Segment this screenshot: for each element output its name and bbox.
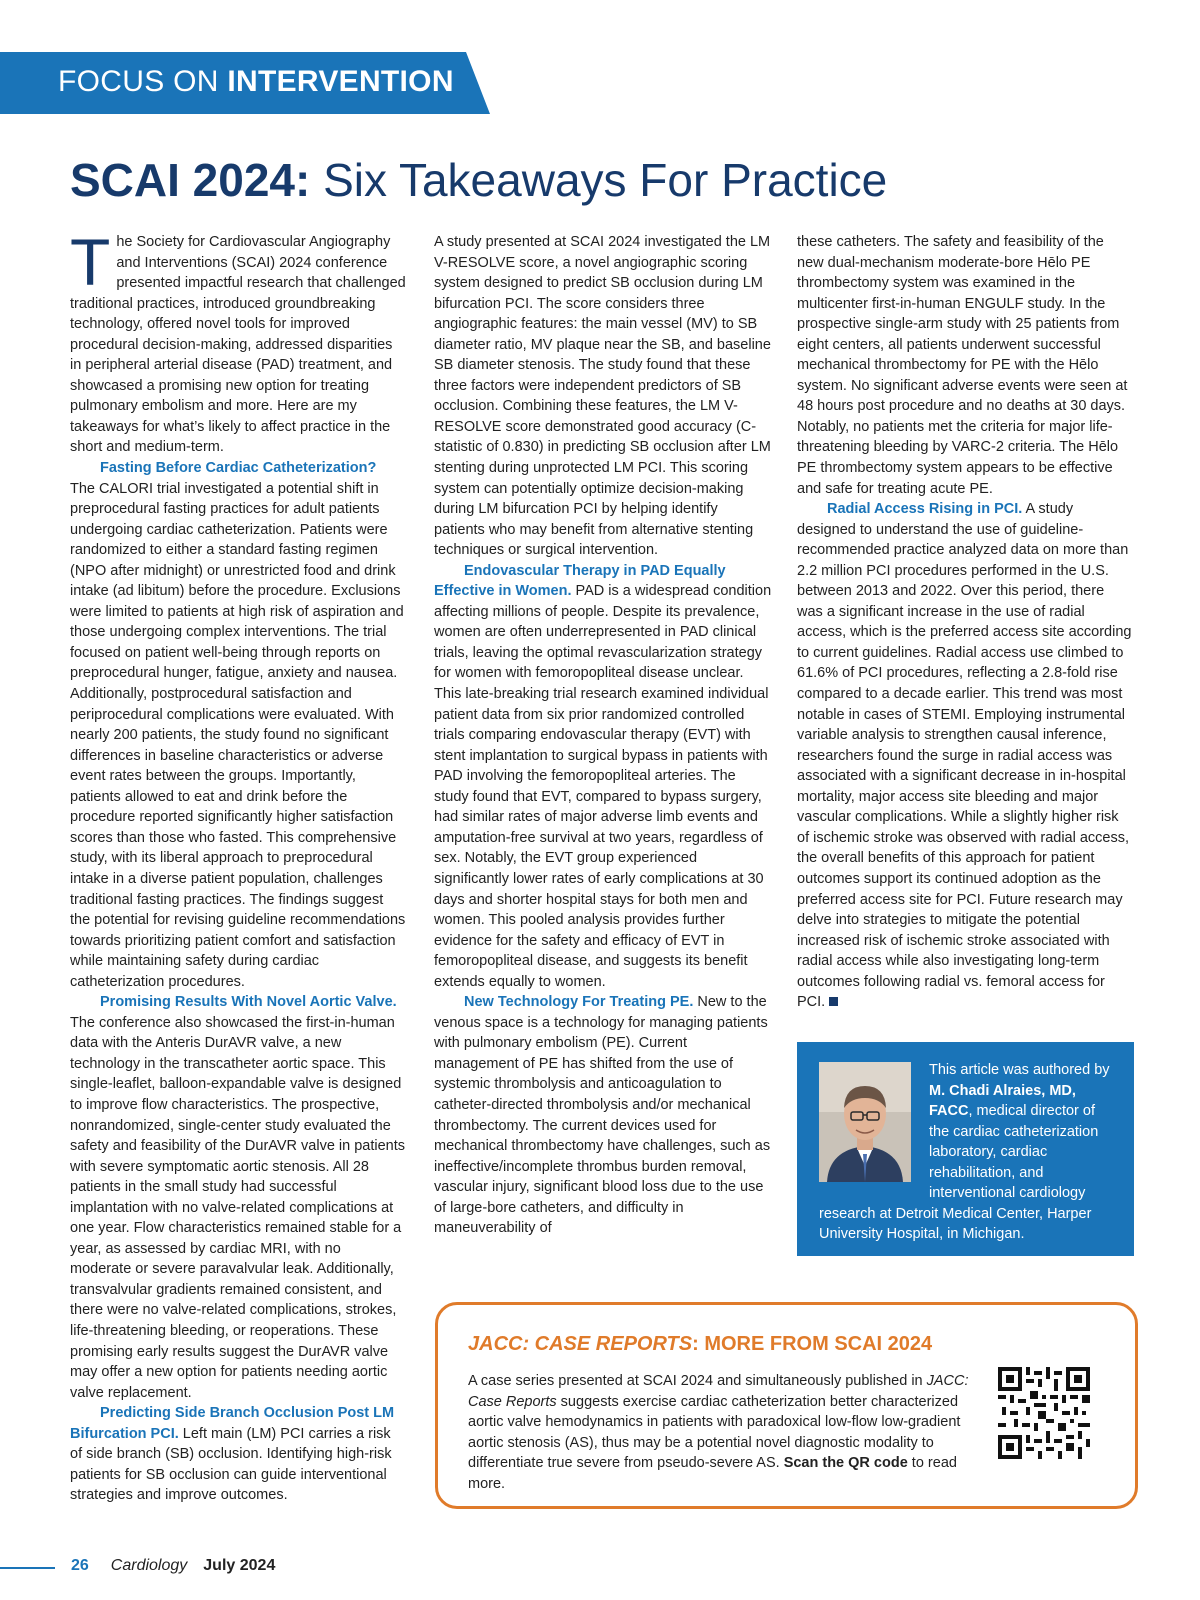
column-1 — [70, 225, 406, 1506]
pad-text: PAD is a widespread condition affecting millions of people. Despite its prevalence, women are often underrepresented in PAD clinical trials, leaving the optimal revascularization strategy for women with femoropopliteal disease unclear. This late-breaking trial research examined individual patient data from six prior randomized controlled trials comparing endovascular therapy (EVT) with stent implantation to surgical bypass in patients with PAD involving the femoropopliteal arteries. The study found that EVT, compared to bypass surgery, had similar rates of major adverse limb events and amputation-free survival at two years, regardless of sex. Notably, the EVT group experienced significantly lower rates of early complications at 30 days and shorter hospital stays for both men and women. This pooled analysis provides further evidence for the safety and efficacy of EVT in femoropopliteal disease, and suggests its benefit extends equally to women. — [434, 583, 772, 990]
author-pre: This article was authored by — [929, 1062, 1110, 1078]
column-2 — [434, 232, 772, 1239]
fasting-heading: Fasting Before Cardiac Catheterization? — [100, 460, 377, 477]
headline-bold: SCAI 2024: — [70, 154, 311, 206]
issue-date: July 2024 — [203, 1557, 276, 1574]
radial-heading: Radial Access Rising in PCI. — [827, 501, 1023, 518]
jacc-body-pre: A case series presented at SCAI 2024 and simultaneously published in — [468, 1373, 927, 1389]
fasting-subhead — [70, 458, 406, 479]
section-banner — [0, 52, 500, 114]
jacc-body — [468, 1371, 980, 1494]
jacc-cta-rest: to read more. — [468, 1455, 957, 1492]
intro-text: he Society for Cardiovascular Angiography and Interventions (SCAI) 2024 conference presented impactful research that challenged traditional practices, introduced groundbreaking technology, offered novel tools for improved procedural decision-making, addressed disparities in peripheral arterial disease (PAD) treatment, and showcased a promising new option for treating pulmonary embolism and more. Here are my takeaways for what’s likely to affect practice in the short and medium-term. — [70, 234, 406, 456]
jacc-title — [468, 1333, 932, 1356]
pe-heading: New Technology For Treating PE. — [464, 994, 694, 1011]
author-portrait-image — [819, 1062, 911, 1182]
sidebranch-heading: Predicting Side Branch Occlusion Post LM Bifurcation PCI. — [70, 1405, 395, 1442]
jacc-title-rest: : MORE FROM SCAI 2024 — [692, 1333, 933, 1355]
end-square-icon — [829, 997, 838, 1006]
page-footer — [71, 1557, 275, 1575]
radial-text: A study designed to understand the use of guideline-recommended practice analyzed data on more than 2.2 million PCI procedures performed in the U.S. between 2013 and 2022. Over this period, there was a significant increase in the use of radial access, which is the preferred access site according to current guidelines. Radial access use climbed to 61.6% of PCI procedures, reflecting a 2.8-fold rise compared to a decade earlier. This trend was most notable in cases of STEMI. Employing instrumental variable analysis to strengthen causal inference, researchers found the surge in radial access was associated with a significant decrease in in-hospital mortality, major access site bleeding and major vascular complications. While a slightly higher risk of ischemic stroke was observed with radial access, the overall benefits of this approach for patient outcomes support its continued adoption as the preferred access site for PCI. Future research may delve into strategies to mitigate the potential increased risk of ischemic stroke associated with radial access while also investigating long-term outcomes following radial vs. femoral access for PCI. — [797, 501, 1132, 1011]
magazine-name: Cardiology — [110, 1557, 188, 1574]
qr-code-icon[interactable] — [998, 1367, 1090, 1459]
valve-paragraph — [70, 992, 406, 1403]
footer-rule — [0, 1567, 55, 1569]
column-3 — [797, 232, 1132, 1013]
jacc-title-italic: JACC: CASE REPORTS — [468, 1333, 693, 1355]
pad-paragraph — [434, 561, 772, 992]
jacc-body-italic: JACC: Case Reports — [468, 1373, 969, 1410]
author-box — [797, 1042, 1134, 1256]
banner-label — [58, 65, 454, 99]
headline-light: Six Takeaways For Practice — [310, 154, 888, 206]
author-photo — [819, 1062, 911, 1182]
article-headline — [70, 153, 887, 207]
jacc-body-post: suggests exercise cardiac catheterization better characterized aortic valve hemodynamics in patients with paradoxical low-flow low-gradient aortic stenosis (AS), thus may be a potential novel diagnostic modality to differentiate true severe from pseudo-severe AS. — [468, 1393, 961, 1471]
author-name: M. Chadi Alraies, MD, FACC — [929, 1082, 1076, 1119]
banner-label-bold: INTERVENTION — [227, 65, 454, 98]
drop-cap: T — [70, 225, 111, 299]
pe-text: New to the venous space is a technology for managing patients with pulmonary embolism (PE). Current management of PE has shifted from the use of systemic thrombolysis and anticoagulation to catheter-directed thrombolysis and/or mechanical thrombectomy. The current devices used for mechanical thrombectomy have challenges, such as ineffective/incomplete thrombus burden removal, vascular injury, significant blood loss due to the use of large-bore catheters, and difficulty in maneuverability of — [434, 994, 771, 1237]
pe-paragraph-continued: these catheters. The safety and feasibility of the new dual-mechanism moderate-bore Hēlo PE thrombectomy system was examined in the multicenter first-in-human ENGULF study. In the prospective single-arm study with 25 patients from eight centers, all patients underwent successful mechanical thrombectomy for PE with the Hēlo system. No significant adverse events were seen at 48 hours post procedure and no deaths at 30 days. Notably, no patients met the criteria for major life-threatening bleeding by VARC-2 criteria. The Hēlo PE thrombectomy system appears to be effective and safe for treating acute PE. — [797, 234, 1128, 497]
valve-heading: Promising Results With Novel Aortic Valve. — [100, 994, 397, 1011]
banner-label-light: FOCUS ON — [58, 65, 228, 98]
author-post: , medical director of the cardiac catheterization laboratory, cardiac rehabilitation, and interventional cardiology research at Detroit Medical Center, Harper University Hospital, in Michigan. — [819, 1103, 1099, 1242]
sidebranch-paragraph-continued: A study presented at SCAI 2024 investigated the LM V-RESOLVE score, a novel angiographic scoring system designed to predict SB occlusion during LM bifurcation PCI. The score considers three angiographic features: the main vessel (MV) to SB diameter ratio, MV plaque near the SB, and baseline SB diameter stenosis. The study found that these three factors were independent predictors of SB occlusion. Combining these features, the LM V-RESOLVE score demonstrated good accuracy (C-statistic of 0.830) in predicting SB occlusion after LM stenting during unprotected LM PCI. This scoring system can potentially optimize decision-making during LM bifurcation PCI by helping identify patients who may benefit from alternative stenting techniques or surgical intervention. — [434, 234, 771, 559]
radial-paragraph — [797, 499, 1132, 1013]
sidebranch-text: Left main (LM) PCI carries a risk of side branch (SB) occlusion. Identifying high-risk patients for SB occlusion can guide interventional strategies and improve outcomes. — [70, 1425, 392, 1504]
page-number: 26 — [71, 1557, 89, 1574]
jacc-cta-bold: Scan the QR code — [783, 1455, 908, 1471]
sidebranch-paragraph — [70, 1403, 406, 1506]
pe-paragraph — [434, 992, 772, 1239]
valve-text: The conference also showcased the first-in-human data with the Anteris DurAVR valve, a new technology in the transcatheter aortic space. This single-leaflet, balloon-expandable valve is designed to improve flow characteristics. The prospective, nonrandomized, single-center study evaluated the safety and feasibility of the DurAVR valve in patients with severe symptomatic aortic stenosis. All 28 patients in the small study had successful implantation with no valve-related complications at one year. Flow characteristics remained stable for a year, as assessed by cardiac MRI, with no moderate or severe paravalvular leak. Additionally, transvalvular gradients remained consistent, and there were no valve-related complications, strokes, life-threatening bleeding, or reoperations. These promising early results suggest the DurAVR valve may offer a new option for patients needing aortic valve replacement. — [70, 1014, 406, 1401]
jacc-callout — [435, 1302, 1138, 1509]
pad-heading: Endovascular Therapy in PAD Equally Effective in Women. — [434, 562, 726, 600]
fasting-paragraph: The CALORI trial investigated a potential shift in preprocedural fasting practices for adult patients undergoing cardiac catheterization. Patients were randomized to either a standard fasting regimen (NPO after midnight) or unrestricted food and drink intake (ad libitum) before the procedure. Exclusions were limited to patients at high risk of aspiration and those undergoing complex interventions. The trial focused on patient well-being through reports on preprocedural hunger, fatigue, anxiety and nausea. Additionally, postprocedural satisfaction and periprocedural complications were evaluated. With nearly 200 patients, the study found no significant differences in baseline characteristics or adverse event rates between the groups. Importantly, patients allowed to eat and drink before the procedure reported significantly higher satisfaction scores than those who fasted. This comprehensive study, with its liberal approach to preprocedural intake in a diverse patient population, challenges traditional fasting practices. The findings suggest the potential for revising guideline recommendations towards prioritizing patient comfort and satisfaction while maintaining safety during cardiac catheterization procedures. — [70, 480, 406, 990]
intro-paragraph — [70, 225, 406, 458]
